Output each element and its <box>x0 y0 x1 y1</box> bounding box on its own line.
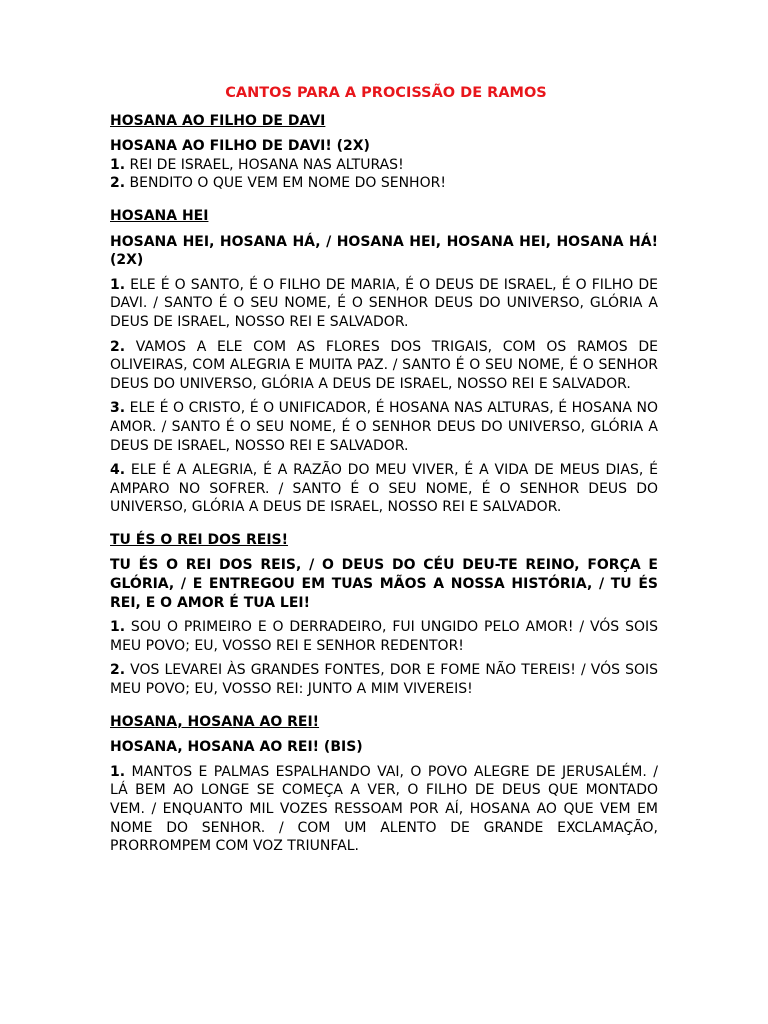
song-refrain: HOSANA, HOSANA AO REI! (BIS) <box>110 739 363 756</box>
song-section <box>110 713 658 856</box>
verse <box>110 763 658 856</box>
verse-number: 2. <box>110 175 126 192</box>
verse-number: 1. <box>110 763 126 780</box>
verse-text: REI DE ISRAEL, HOSANA NAS ALTURAS! <box>125 156 404 173</box>
verse <box>110 661 658 698</box>
verse-number: 1. <box>110 156 126 173</box>
song-section <box>110 207 658 517</box>
verse <box>110 618 658 655</box>
song-title: TU ÉS O REI DOS REIS! <box>110 531 289 548</box>
verse-text: ELE É A ALEGRIA, É A RAZÃO DO MEU VIVER, É A VIDA DE MEUS DIAS, É AMPARO NO SOFRER. / SANTO É O SEU NOME, É O SENHOR DEUS DO UNIVERSO, GLÓRIA A DEUS DE ISRAEL, NOSSO REI E SALVADOR. <box>110 462 658 516</box>
song-title: HOSANA, HOSANA AO REI! <box>110 713 320 730</box>
document-title: CANTOS PARA A PROCISSÃO DE RAMOS <box>225 85 547 101</box>
verse-text: VOS LEVAREI ÀS GRANDES FONTES, DOR E FOME NÃO TEREIS! / VÓS SOIS MEU POVO; EU, VOSSO REI: JUNTO A MIM VIVEREIS! <box>110 662 658 698</box>
verse-text: MANTOS E PALMAS ESPALHANDO VAI, O POVO ALEGRE DE JERUSALÉM. / LÁ BEM AO LONGE SE COMEÇA A VER, O FILHO DE DEUS QUE MONTADO VEM. / ENQUANTO MIL VOZES RESSOAM POR AÍ, HOSANA AO QUE VEM EM NOME DO SENHOR. / COM UM ALENTO DE GRANDE EXCLAMAÇÃO, PRORROMPEM COM VOZ TRIUNFAL. <box>110 763 658 855</box>
verse <box>110 461 658 517</box>
verse-number: 2. <box>110 662 126 679</box>
verse <box>110 399 658 455</box>
song-refrain: HOSANA HEI, HOSANA HÁ, / HOSANA HEI, HOSANA HEI, HOSANA HÁ! (2X) <box>110 233 658 269</box>
song-refrain: HOSANA AO FILHO DE DAVI! (2X) <box>110 138 370 155</box>
verse-text: BENDITO O QUE VEM EM NOME DO SENHOR! <box>125 175 446 192</box>
verse-text: SOU O PRIMEIRO E O DERRADEIRO, FUI UNGIDO PELO AMOR! / VÓS SOIS MEU POVO; EU, VOSSO REI E SENHOR REDENTOR! <box>110 619 658 654</box>
verse-text: ELE É O SANTO, É O FILHO DE MARIA, É O DEUS DE ISRAEL, É O FILHO DE DAVI. / SANTO É O SEU NOME, É O SENHOR DEUS DO UNIVERSO, GLÓRIA A DEUS DE ISRAEL, NOSSO REI E SALVADOR. <box>110 276 658 330</box>
verse-number: 4. <box>110 462 126 479</box>
verse-text: VAMOS A ELE COM AS FLORES DOS TRIGAIS, COM OS RAMOS DE OLIVEIRAS, COM ALEGRIA E MUITA PAZ. / SANTO É O SEU NOME, É O SENHOR DEUS DO UNIVERSO, GLÓRIA A DEUS DE ISRAEL, NOSSO REI E SALVADOR. <box>110 338 658 392</box>
verse <box>110 174 658 193</box>
verse <box>110 156 658 175</box>
song-section <box>110 112 658 193</box>
verse-text: ELE É O CRISTO, É O UNIFICADOR, É HOSANA NAS ALTURAS, É HOSANA NO AMOR. / SANTO É O SEU NOME, É O SENHOR DEUS DO UNIVERSO, GLÓRIA A DEUS DE ISRAEL, NOSSO REI E SALVADOR. <box>110 400 658 454</box>
verse-number: 1. <box>110 276 126 293</box>
song-title: HOSANA AO FILHO DE DAVI <box>110 112 326 129</box>
verse-number: 1. <box>110 619 126 636</box>
song-refrain: TU ÉS O REI DOS REIS, / O DEUS DO CÉU DEU-TE REINO, FORÇA E GLÓRIA, / E ENTREGOU EM TUAS MÃOS A NOSSA HISTÓRIA, / TU ÉS REI, E O AMOR É TUA LEI! <box>110 557 658 611</box>
verse-number: 3. <box>110 400 126 417</box>
song-title: HOSANA HEI <box>110 207 209 224</box>
verse <box>110 276 658 332</box>
song-section <box>110 531 658 699</box>
verse <box>110 338 658 394</box>
document-page <box>110 84 658 856</box>
verse-number: 2. <box>110 338 126 355</box>
